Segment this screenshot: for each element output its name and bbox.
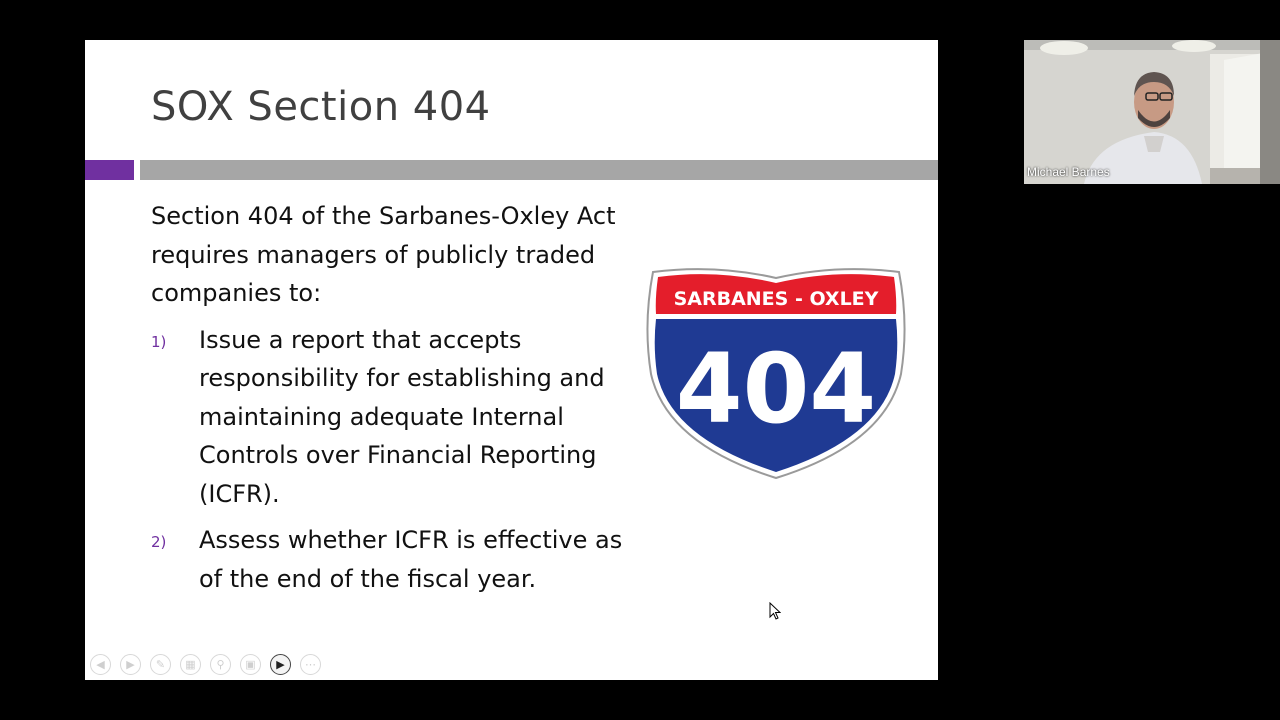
interstate-shield-icon	[645, 264, 907, 482]
slides-icon[interactable]: ▦	[180, 654, 201, 675]
list-number: 2)	[151, 533, 167, 551]
list-item-text: Issue a report that accepts responsibility for establishing and maintaining adequate Internal Controls over Financial Reporting (ICFR).	[199, 325, 605, 508]
slide-body	[151, 197, 626, 606]
participant-name: Michael Barnes	[1027, 165, 1110, 179]
shield-banner-text: SARBANES - OXLEY	[673, 288, 879, 310]
list-item-text: Assess whether ICFR is effective as of the end of the fiscal year.	[199, 526, 623, 593]
title-bar-accent	[85, 160, 134, 180]
list-item	[151, 521, 626, 598]
camera-icon[interactable]: ▶	[270, 654, 291, 675]
presentation-slide	[85, 40, 938, 680]
mouse-cursor-icon	[769, 602, 781, 620]
participant-video-image	[1024, 40, 1280, 184]
zoom-icon[interactable]: ⚲	[210, 654, 231, 675]
pen-icon[interactable]: ✎	[150, 654, 171, 675]
shield-number-text: 404	[675, 333, 877, 445]
more-icon[interactable]: ⋯	[300, 654, 321, 675]
participant-video-tile[interactable]	[1024, 40, 1280, 184]
title-bar	[140, 160, 938, 180]
list-number: 1)	[151, 332, 167, 351]
slide-title: SOX Section 404	[151, 84, 491, 130]
next-icon[interactable]: ▶	[120, 654, 141, 675]
list-item	[151, 321, 626, 514]
slideshow-toolbar	[90, 654, 321, 675]
previous-icon[interactable]: ◀	[90, 654, 111, 675]
numbered-list	[151, 321, 626, 599]
subtitles-icon[interactable]: ▣	[240, 654, 261, 675]
slide-intro: Section 404 of the Sarbanes-Oxley Act requires managers of publicly traded companies to:	[151, 202, 616, 307]
